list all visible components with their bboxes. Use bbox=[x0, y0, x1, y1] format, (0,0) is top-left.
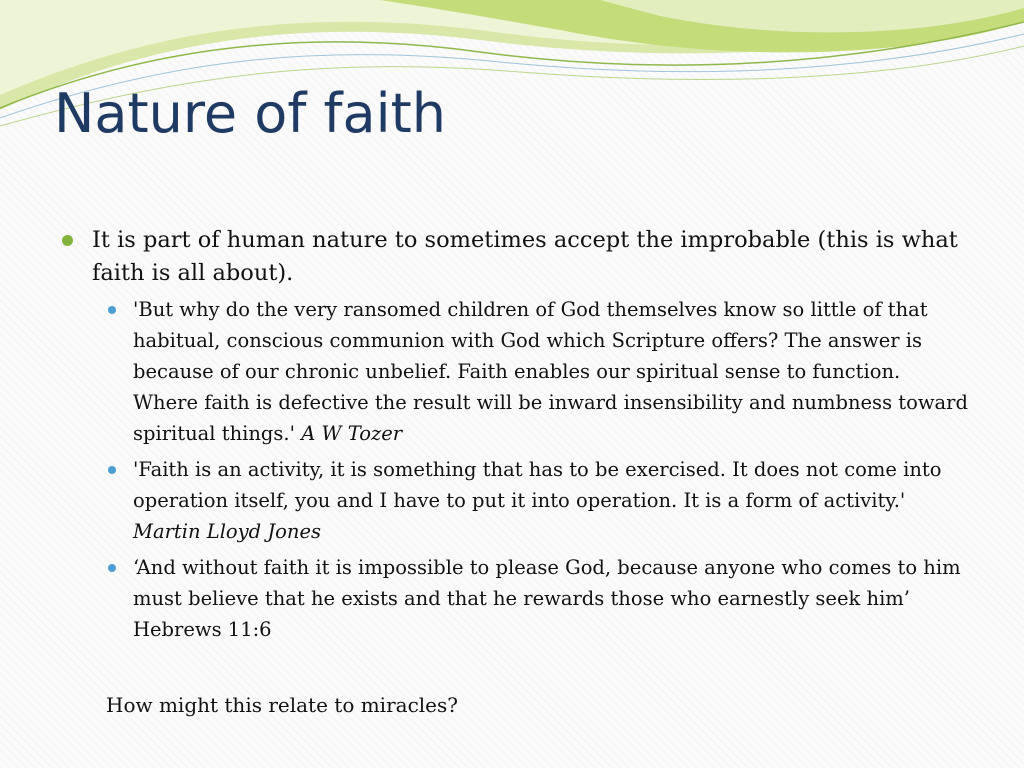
sub-bullet-lloyd-jones bbox=[60, 454, 970, 547]
sub-bullet-hebrews bbox=[60, 552, 970, 645]
blue-bullet-icon bbox=[108, 466, 116, 474]
slide-title: Nature of faith bbox=[54, 82, 447, 145]
bullet-main-text: It is part of human nature to sometimes accept the improbable (this is what faith is all about). bbox=[92, 227, 958, 286]
sub-bullet-tozer bbox=[60, 294, 970, 449]
quote-text: 'Faith is an activity, it is something that has to be exercised. It does not come into operation itself, you and I have to put it into operation. It is a form of activity.' bbox=[133, 458, 942, 512]
sub-bullet-list bbox=[60, 294, 970, 645]
closing-question: How might this relate to miracles? bbox=[106, 693, 458, 717]
quote-author: Martin Lloyd Jones bbox=[133, 520, 322, 543]
quote-text: 'But why do the very ransomed children of God themselves know so little of that habitual, conscious communion with God which Scripture offers? The answer is because of our chronic unbelief. Faith enables our spiritual sense to function. Where faith is defective the result will be inward insensibility and numbness toward spiritual things.' bbox=[133, 298, 968, 445]
slide-content bbox=[60, 224, 970, 650]
quote-text: ‘And without faith it is impossible to please God, because anyone who comes to him must believe that he exists and that he rewards those who earnestly seek him’ Hebrews 11:6 bbox=[133, 556, 961, 641]
blue-bullet-icon bbox=[108, 306, 116, 314]
quote-author: A W Tozer bbox=[301, 422, 403, 445]
bullet-main bbox=[60, 224, 970, 290]
blue-bullet-icon bbox=[108, 564, 116, 572]
green-bullet-icon bbox=[62, 235, 73, 246]
